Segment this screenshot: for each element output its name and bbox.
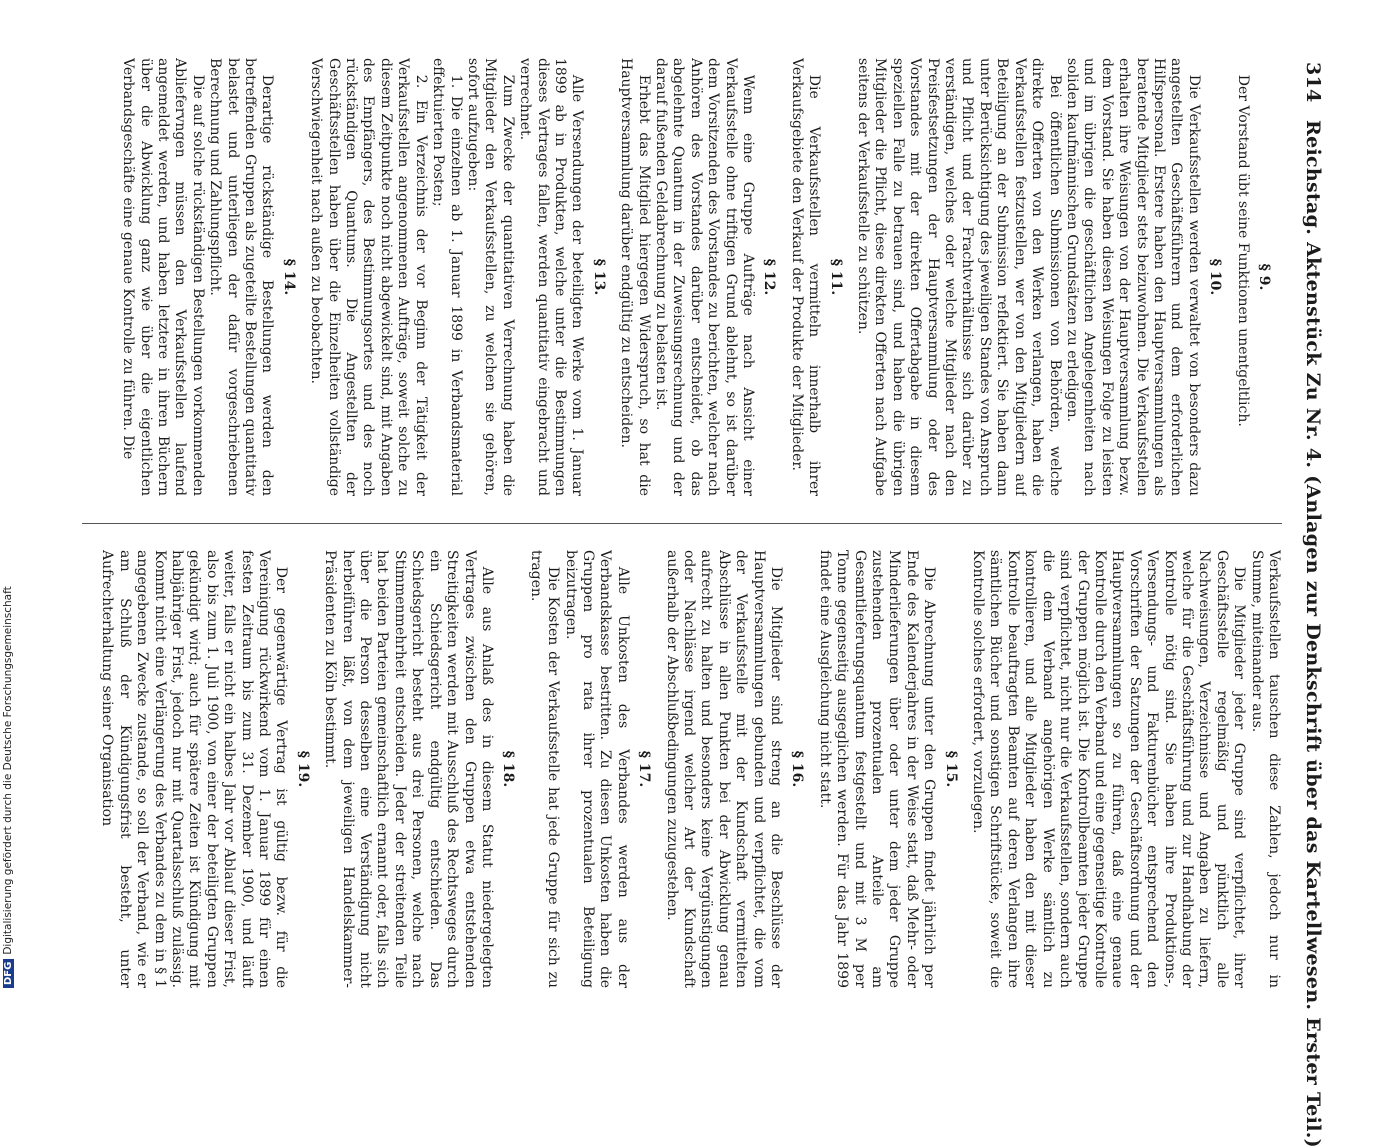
- paragraph: Zum Zwecke der quantitativen Verrechnung haben die Mitglieder den Verkaufsstellen, zu welchen sie gehören, sofort aufzugeben:: [464, 58, 516, 496]
- paragraph: Derartige rückständige Bestellungen werden den betreffenden Gruppen als zugeteilte Bestellungen quantitativ belastet und unterliegen der dafür vorgeschriebenen Berechnung und Zahlungspflicht.: [207, 58, 276, 496]
- column-divider: [82, 523, 1282, 524]
- dfg-logo: DFG: [3, 959, 14, 988]
- paragraph: Die auf solche rückständigen Bestellungen vorkommenden Abliefervngen müssen den Verkaufsstellen laufend angemeldet werden, und haben letztere in ihren Büchern über die Abwicklung ganz wie über die eigentlichen Verbandsgeschäfte eine genaue Kontrolle zu führen. Die: [120, 58, 206, 496]
- paragraph: Alle Versendungen der beteiligten Werke vom 1. Januar 1899 ab in Produkten, welche unter die Bestimmungen dieses Vertrages fallen, werden quantitativ eingebracht und verrechnet.: [517, 58, 586, 496]
- paragraph: Bei öffentlichen Submissionen von Behörden, welche direkte Offerten von den Werken verlangen, haben die Verkaufsstellen festzustellen, wer von den Mitgliedern auf Beteiligung an der Submission reflektiert. Sie haben dann unter Berücksichtigung des jeweiligen Standes von Anspruch und Pflicht und der Frachtverhältnisse sich darüber zu verständigen, welches oder welche Mitglieder nach den Preisfestsetzungen der Hauptversammlung oder des Vorstandes mit der direkten Offertabgabe in diesem speziellen Falle zu betrauen sind, und haben die übrigen Mitglieder die Pflicht, diese direkten Offerten nach Aufgabe seitens der Verkaufsstelle zu schützen.: [855, 58, 1063, 496]
- paragraph: Verkaufsstellen tauschen diese Zahlen, jedoch nur in Summe, miteinander aus.: [1248, 550, 1282, 988]
- paragraph: Alle aus Anlaß des in diesem Statut niedergelegten Vertrages zwischen den Gruppen etwa entstehenden Streitigkeiten werden mit Ausschluß des Rechtsweges durch ein Schiedsgericht endgültig entschieden. Das Schiedsgericht besteht aus drei Personen, welche nach Stimmenmehrheit entscheiden. Jeder der streitenden Teile hat beiden Parteien gemeinschaftlich ernannt oder, falls sich über die Person desselben eine Verständigung nicht herbeiführen läßt, von dem jeweiligen Handelskammer-Präsidenten zu Köln bestimmt.: [322, 550, 495, 988]
- page-number: 314: [1302, 62, 1324, 103]
- section-heading: § 10.: [1207, 258, 1224, 296]
- footer-line: [2, 0, 14, 988]
- list-item: 1. Die einzelnen ab 1. Januar 1899 in Verbandsmaterial effektuierten Posten;: [430, 58, 464, 496]
- paragraph: Die Kosten der Verkaufsstelle hat jede Gruppe für sich zu tragen.: [527, 550, 562, 988]
- paragraph: Die Verkaufsstellen vermitteln innerhalb ihrer Verkaufsgebiete den Verkauf der Produkte der Mitglieder.: [788, 58, 823, 496]
- section-heading: § 14.: [280, 258, 297, 296]
- section-heading: § 19.: [294, 750, 311, 788]
- section-heading: § 9.: [1256, 263, 1272, 291]
- rotated-page-content: [80, 58, 1330, 1148]
- paragraph: Die Mitglieder jeder Gruppe sind verpflichtet, ihrer Geschäftsstelle regelmäßig und pünktlich alle Nachweisungen, Verzeichnisse und Angaben zu liefern, welche für die Geschäftsführung und zur Handhabung der Kontrolle nötig sind. Sie haben ihre Produktions-, Versendungs- und Fakturenbücher entsprechend den Vorschriften der Satzungen der Geschäftsordnung und der Hauptversammlungen so zu führen, daß eine genaue Kontrolle durch den Verband und eine gegenseitige Kontrolle der Gruppen möglich ist. Die Kontrollbeamten jeder Gruppe sind verpflichtet, nicht nur die Verkaufsstellen, sondern auch die dem Verband angehörigen Werke sämtlich zu kontrollieren, und alle Mitglieder haben den mit dieser Kontrolle beauftragten Beamten auf deren Verlangen ihre sämtlichen Bücher und sonstigen Schriftstücke, soweit die Kontrolle solches erfordert, vorzulegen.: [970, 550, 1248, 988]
- paragraph: Wenn eine Gruppe Aufträge nach Ansicht einer Verkaufsstelle ohne triftigen Grund ablehnt, so ist darüber dem Vorsitzenden des Vorstandes zu berichten, welcher nach Anhören des Vorstandes darüber entscheidet, ob das abgelehnte Quantum in der Zuweisungsrechnung und der darauf fußenden Geldabrechnung zu belasten ist.: [653, 58, 757, 496]
- left-column: [82, 58, 1282, 496]
- running-title: Reichstag. Aktenstück Zu Nr. 4. (Anlagen zur Denkschrift über das Kartellwesen. Erster Teil.): [1302, 120, 1324, 1148]
- section-heading: § 13.: [590, 258, 607, 296]
- running-head: [1290, 58, 1330, 1148]
- section-heading: § 12.: [761, 258, 778, 296]
- paragraph: Der Vorstand übt seine Funktionen unentgeltlich.: [1234, 74, 1251, 427]
- paragraph: Der gegenwärtige Vertrag ist gültig bezw. für die Vereinigung rückwirkend vom 1. Januar 1899 für einen festen Zeitraum bis zum 31. Dezember 1900, und läuft weiter, falls er nicht ein halbes Jahr vor Ablauf dieser Frist, also bis zum 1. Juli 1900, von einer der beteiligten Gruppen gekündigt wird; auch für spätere Zeiten ist Kündigung mit halbjähriger Frist, jedoch nur mit Quartalsschluß zulässig. Kommt nicht eine Verlängerung des Verbandes zu dem in § 1 angegebenen Zwecke zustande, so soll der Verband, wie er am Schluß der Kündigungsfrist besteht, unter Aufrechterhaltung seiner Organisation: [99, 550, 290, 988]
- paragraph: Alle Unkosten des Verbandes werden aus der Verbandskasse bestritten. Zu diesen Unkosten haben die Gruppen pro rata ihrer prozentualen Beteiligung beizutragen.: [562, 550, 631, 988]
- paragraph: Die Abrechnung unter den Gruppen findet jährlich per Ende des Kalenderjahres in der Weise statt, daß Mehr- oder Minderlieferungen über oder unter dem jeder Gruppe zustehenden prozentualen Anteile am Gesamtlieferungsquantum festgestellt und mit 3 M per Tonne gegenseitig ausgeglichen werden. Für das Jahr 1899 findet eine Ausgleichung nicht statt.: [816, 550, 938, 988]
- section-heading: § 16.: [789, 750, 806, 788]
- section-heading: § 18.: [500, 750, 517, 788]
- section-heading: § 15.: [942, 750, 959, 788]
- section-heading: § 11.: [827, 258, 844, 296]
- section-heading: § 17.: [636, 750, 653, 788]
- paragraph: Erhebt das Mitglied hiergegen Widerspruch, so hat die Hauptversammlung darüber endgültig zu entscheiden.: [618, 58, 652, 496]
- paragraph: Die Mitglieder sind streng an die Beschlüsse der Hauptversammlungen gebunden und verpflichtet, die vom der Verkaufsstelle mit der Kundschaft vermittelten Abschlüsse in allen Punkten bei der Abwicklung genau aufrecht zu halten und besonders keine Vergünstigungen oder Nachlässe irgend welcher Art der Kundschaft außerhalb der Abschlußbedingungen zuzugestehen.: [663, 550, 785, 988]
- right-column: [82, 550, 1282, 988]
- list-item: 2. Ein Verzeichnis der vor Beginn der Tätigkeit der Verkaufsstellen angenommenen Aufträge, soweit solche zu diesem Zeitpunkte noch nicht abgewickelt sind, mit Angaben des Empfängers, des Bestimmungsortes und des noch rückständigen Quantums. Die Angestellten der Geschäftsstellen haben über die Einzelheiten vollständige Verschwiegenheit nach außen zu beobachten.: [308, 58, 429, 496]
- footer-text: Digitalisierung gefördert durch die Deutsche Forschungsgemeinschaft: [2, 586, 14, 955]
- paragraph: Die Verkaufsstellen werden verwaltet von besonders dazu angestellten Geschäftsführern und dem erforderlichen Hilfspersonal. Erstere haben den Hauptversammlungen als beratende Mitglieder stets beizuwohnen. Die Verkaufsstellen erhalten ihre Weisungen von der Hauptversammlung bezw. dem Vorstand. Sie haben diesen Weisungen Folge zu leisten und im übrigen die geschäftlichen Angelegenheiten nach soliden kaufmännischen Grundsätzen zu erledigen.: [1063, 58, 1202, 496]
